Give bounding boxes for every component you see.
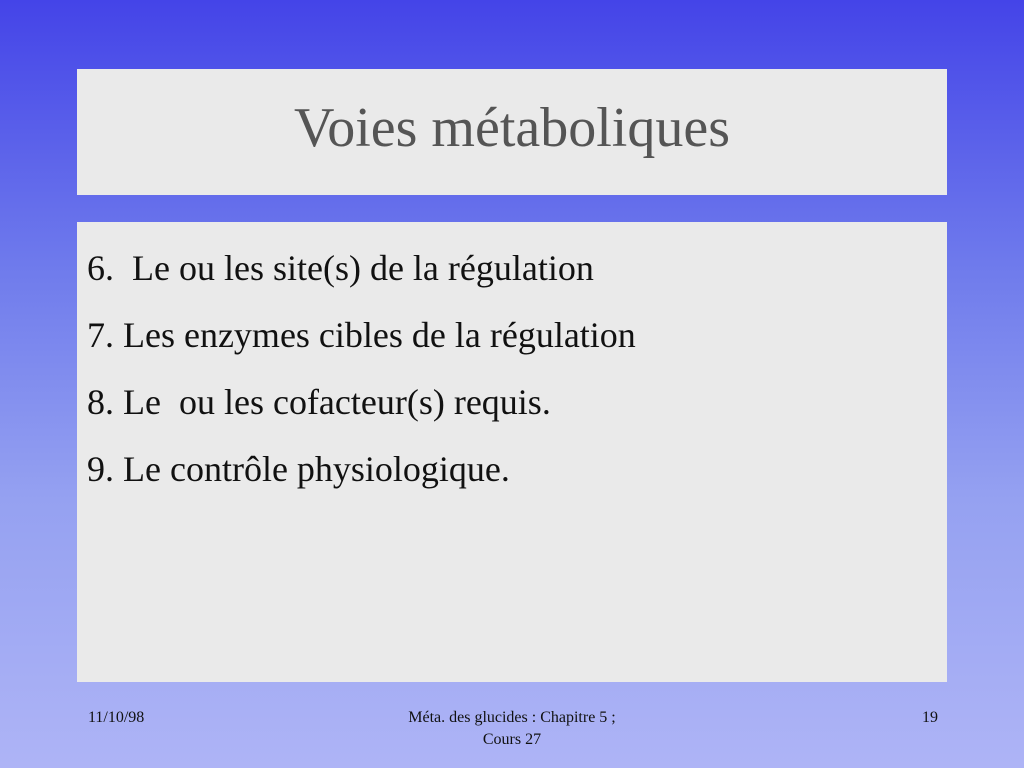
footer-page-number: 19 (922, 709, 938, 726)
slide-content-box (77, 222, 947, 682)
footer-course-info (362, 707, 662, 751)
list-item: 6. Le ou les site(s) de la régulation (87, 248, 594, 288)
footer-course-line-1: Méta. des glucides : Chapitre 5 ; (408, 709, 616, 726)
slide-title: Voies métaboliques (293, 97, 731, 159)
footer-course-line-2: Cours 27 (482, 731, 542, 748)
list-item: 8. Le ou les cofacteur(s) requis. (87, 382, 551, 422)
slide-title-box (77, 69, 947, 195)
list-item: 7. Les enzymes cibles de la régulation (87, 315, 636, 355)
list-item: 9. Le contrôle physiologique. (87, 449, 510, 489)
footer-date: 11/10/98 (88, 709, 145, 726)
bullet-list (77, 222, 947, 503)
